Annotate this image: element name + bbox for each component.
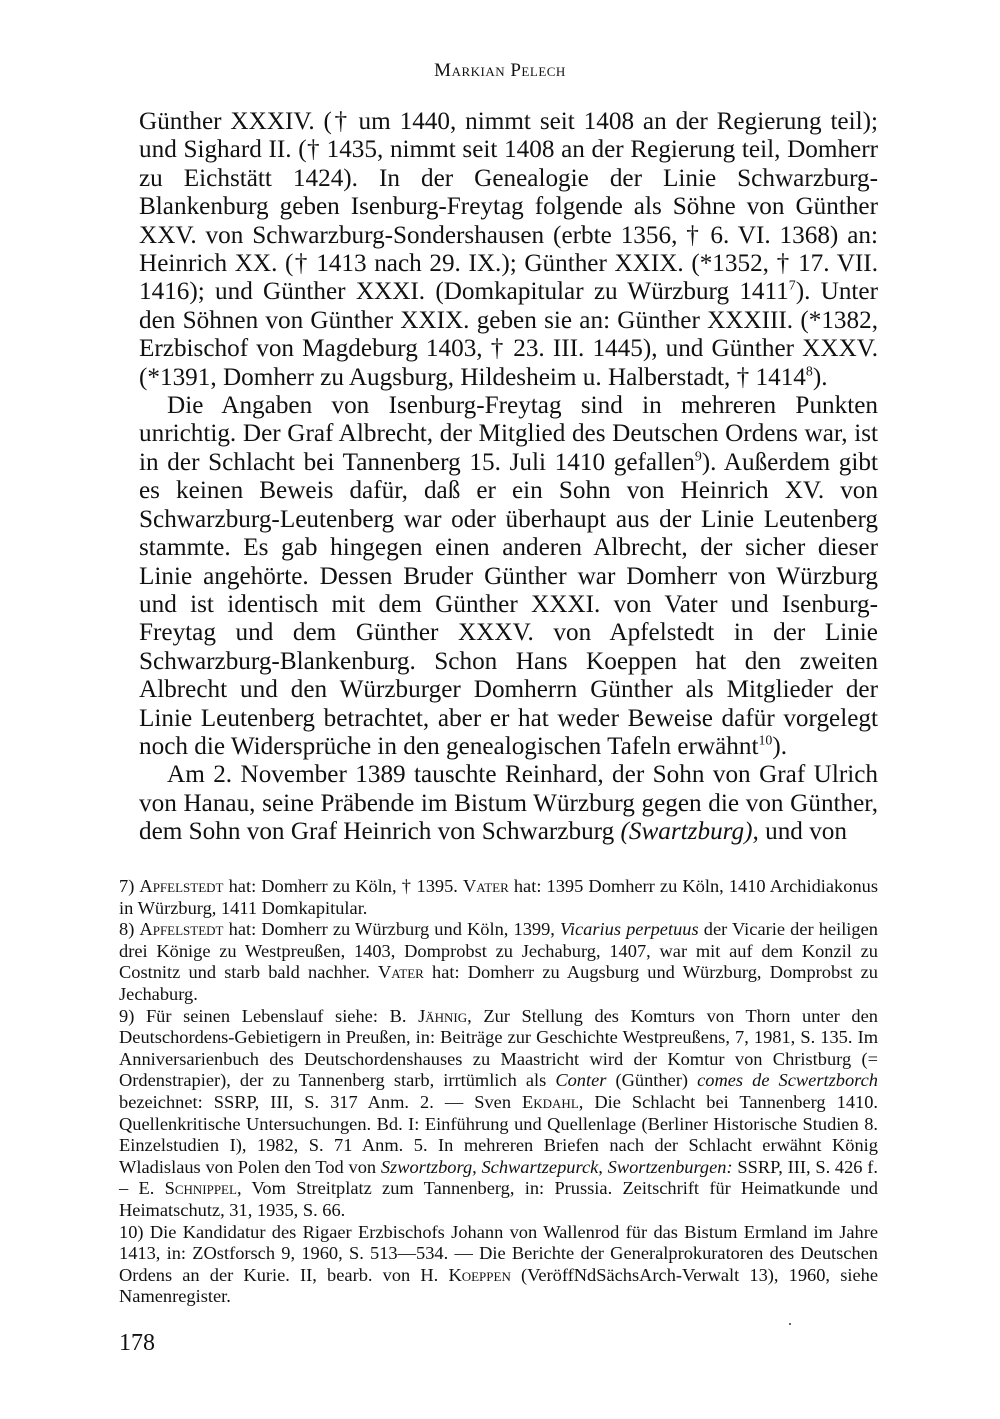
small-caps-name: Ekdahl	[522, 1091, 579, 1112]
text-run: 10) Die Kandidatur des Rigaer Erzbischofs Johann von Wallenrod für das Bistum Ermland im Jahre 1413, in: ZOstforsch 9, 1960, S. 513—534. — Die Berichte der Generalprokuratoren des Deutschen Ordens an der Kurie. II, bearb. von H.	[119, 1221, 878, 1285]
italic-text: Szwortzborg, Schwartzepurck, Swortzenburgen:	[380, 1156, 733, 1177]
footnote	[119, 919, 878, 1005]
body-paragraph	[139, 392, 878, 761]
text-run: (VeröffNdSächsArch-Verwalt 13), 1960, siehe Namenregister.	[119, 1264, 878, 1307]
text-run: ). Unter den Söhnen von Günther XXIX. geben sie an: Günther XXXIII. (*1382, Erzbischof von Magdeburg 1403, † 23. III. 1445), und Günther XXXV. (*1391, Domherr zu Augsburg, Hildesheim u. Halberstadt, † 1414	[139, 278, 878, 391]
text-run: bezeichnet: SSRP, III, S. 317 Anm. 2. — Sven	[119, 1091, 523, 1112]
small-caps-name: Jähnig	[418, 1005, 468, 1026]
footnotes-section	[119, 876, 878, 1308]
footnote-reference: 10	[758, 732, 773, 748]
print-speck	[789, 1323, 791, 1325]
text-run: Am 2. November 1389 tauschte Reinhard, der Sohn von Graf Ulrich von Hanau, seine Präbende im Bistum Würzburg gegen die von Günther, dem Sohn von Graf Heinrich von Schwarzburg	[139, 761, 878, 846]
footnote-reference: 7	[788, 277, 796, 293]
footnote	[119, 876, 878, 919]
body-paragraph	[139, 108, 878, 392]
footnote-reference: 8	[805, 362, 813, 378]
text-run: 8)	[119, 919, 140, 940]
footnote	[119, 1222, 878, 1308]
small-caps-name: Vater	[378, 962, 424, 983]
text-run: , Zur Stellung des Komturs von Thorn unter den Deutschordens-Gebietigern in Preußen, in: Beiträge zur Geschichte Westpreußens, 7, 1981, S. 135. Im Anniversarienbuch des Deutschordenshauses zu Maastricht wird der Komtur von Christburg (= Ordenstrapier), der zu Tannenberg starb, irrtümlich als	[119, 1005, 878, 1091]
small-caps-name: Apfelstedt	[139, 919, 224, 940]
text-run: und von	[758, 818, 847, 846]
footnote-reference: 9	[694, 448, 702, 464]
text-run: , Die Schlacht bei Tannenberg 1410. Quellenkritische Untersuchungen. Bd. I: Einführung und Quellenlage (Berliner Historische Studien 8. Einzelstudien I), 1982, S. 71 Anm. 5. In mehreren Briefen nach der Schlacht erwähnt König Wladislaus von Polen den Tod von	[119, 1091, 879, 1177]
body-paragraph	[139, 761, 878, 846]
running-header: Markian Pelech	[434, 60, 566, 81]
text-run: Günther XXXIV. († um 1440, nimmt seit 1408 an der Regierung teil); und Sighard II. († 1435, nimmt seit 1408 an der Regierung teil, Domherr zu Eichstätt 1424). In der Genealogie der Linie Schwarzburg-Blankenburg geben Isenburg-Freytag folgende als Söhne von Günther XXV. von Schwarzburg-Sondershausen (erbte 1356, † 6. VI. 1368) an: Heinrich XX. († 1413 nach 29. IX.); Günther XXIX. (*1352, † 17. VII. 1416); und Günther XXXI. (Domkapitular zu Würzburg 1411	[139, 108, 878, 306]
main-text	[139, 108, 878, 847]
text-run: , Vom Streitplatz zum Tannenberg, in: Prussia. Zeitschrift für Heimatkunde und Heimatschutz, 31, 1935, S. 66.	[119, 1178, 878, 1220]
italic-text: (Swartzburg),	[620, 818, 759, 846]
text-run: hat: Domherr zu Augsburg und Würzburg, Domprobst zu Jechaburg.	[119, 962, 879, 1004]
text-run: (Günther)	[606, 1070, 698, 1091]
italic-text: Conter	[555, 1070, 607, 1091]
text-run: ). Außerdem gibt es keinen Beweis dafür, daß er ein Sohn von Heinrich XV. von Schwarzburg-Leutenberg war oder überhaupt aus der Linie Leutenberg stammte. Es gab hingegen einen anderen Albrecht, der sicher dieser Linie angehörte. Dessen Bruder Günther war Domherr von Würzburg und ist identisch mit dem Günther XXXI. von Vater und Isenburg-Freytag und dem Günther XXXV. von Apfelstedt in der Linie Schwarzburg-Blankenburg. Schon Hans Koeppen hat den zweiten Albrecht und den Würzburger Domherrn Günther als Mitglieder der Linie Leutenberg betrachtet, aber er hat weder Beweise dafür vorgelegt noch die Widersprüche in den genealogischen Tafeln erwähnt	[139, 448, 878, 760]
small-caps-name: Apfelstedt	[139, 876, 224, 896]
italic-text: comes de Scwertzborch	[697, 1070, 878, 1091]
text-run: hat: Domherr zu Würzburg und Köln, 1399,	[223, 919, 561, 940]
text-run: 7)	[119, 876, 140, 896]
text-run: der Vicarie der heiligen drei Könige zu Westpreußen, 1403, Domprobst zu Jechaburg, 1407, war mit auf dem Konzil zu Costnitz und starb bald nachher.	[119, 919, 878, 983]
text-run: Die Angaben von Isenburg-Freytag sind in mehreren Punkten unrichtig. Der Graf Albrecht, der Mitglied des Deutschen Ordens war, ist in der Schlacht bei Tannenberg 15. Juli 1410 gefallen	[139, 392, 878, 476]
small-caps-name: Vater	[462, 876, 509, 896]
text-run: ).	[812, 363, 828, 391]
footnote	[119, 1006, 878, 1222]
italic-text: Vicarius perpetuus	[560, 919, 699, 940]
text-run: hat: 1395 Domherr zu Köln, 1410 Archidiakonus in Würzburg, 1411 Domkapitular.	[119, 876, 878, 918]
text-run: ).	[772, 732, 788, 760]
page-number: 178	[119, 1330, 155, 1356]
text-run: 9) Für seinen Lebenslauf siehe: B.	[119, 1005, 419, 1026]
text-run: hat: Domherr zu Köln, † 1395.	[223, 876, 463, 896]
small-caps-name: Schnippel	[164, 1178, 237, 1199]
text-run: SSRP, III, S. 426 f. – E.	[119, 1156, 878, 1199]
small-caps-name: Koeppen	[448, 1264, 511, 1285]
